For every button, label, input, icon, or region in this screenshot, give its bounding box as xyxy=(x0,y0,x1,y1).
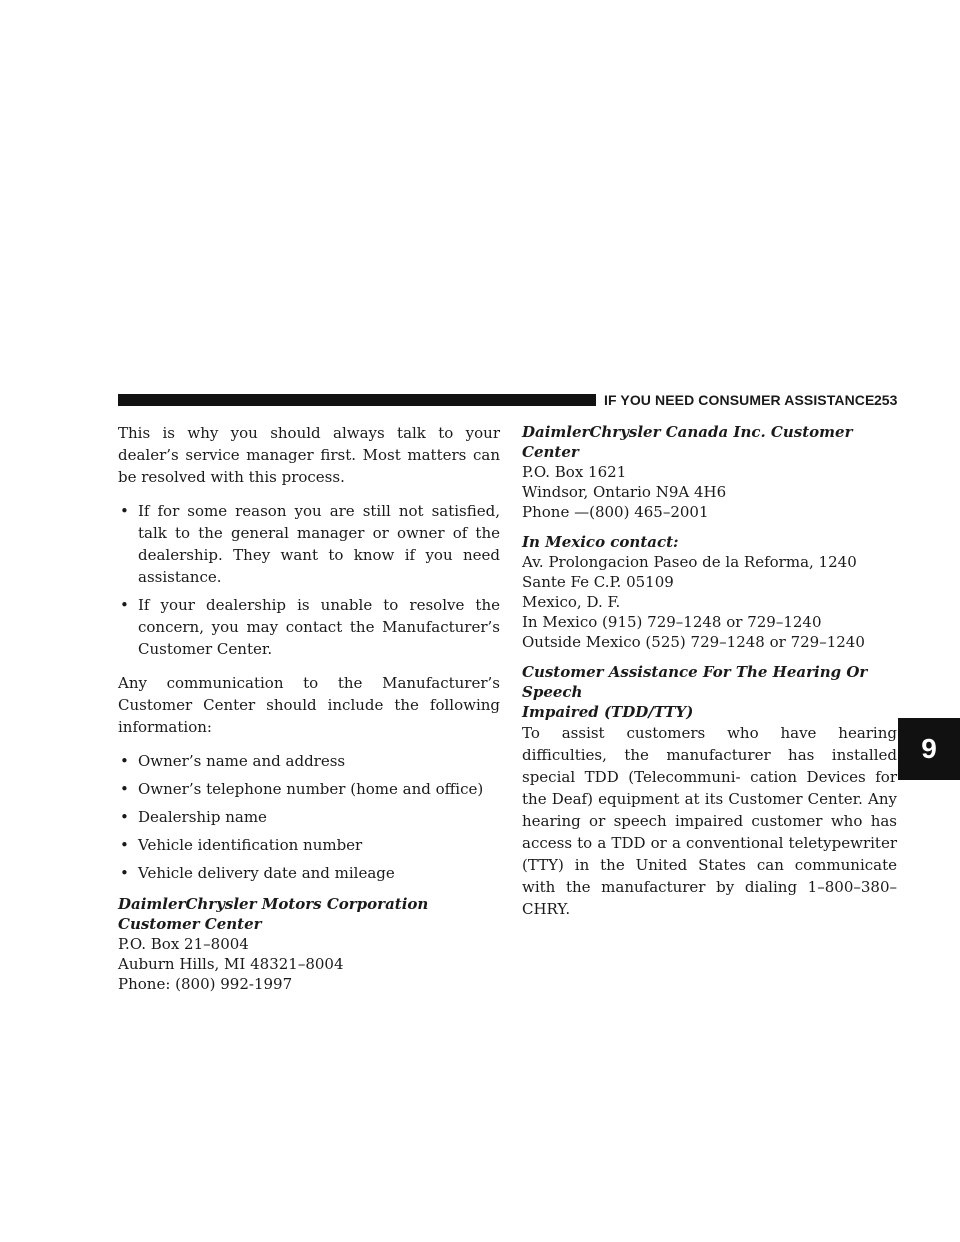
address-line: Mexico, D. F. xyxy=(522,593,621,611)
bullet-icon: • xyxy=(120,864,129,882)
header-rule xyxy=(118,394,596,406)
phone-line: Phone —(800) 465–2001 xyxy=(522,503,709,521)
bullet-icon: • xyxy=(120,836,129,854)
communication-paragraph: Any communication to the Manufacturer’s Customer Center should include the following information: xyxy=(118,674,500,736)
list-item: • Vehicle delivery date and mileage xyxy=(120,864,395,882)
chapter-tab: 9 xyxy=(898,718,960,780)
bullet-icon: • xyxy=(120,752,129,770)
tdd-paragraph: To assist customers who have hearing difficulties, the manufacturer has installed special TDD (Telecommuni- cation Devices for the Deaf) equipment at its Customer Center. Any hearing or speech impaired customer who has access to a TDD or a conventional teletypewriter (TTY) in the United States can communicate with the manufacturer by dialing 1–800–380–CHRY. xyxy=(522,724,897,918)
tdd-heading-line-1: Customer Assistance For The Hearing Or Speech xyxy=(522,663,868,701)
bullet-icon: • xyxy=(120,808,129,826)
page-number: 253 xyxy=(874,392,898,408)
list-item: • Dealership name xyxy=(120,808,267,826)
list-item: • If for some reason you are still not satisfied, talk to the general manager or owner of the dealership. They want to know if you need assistance. xyxy=(120,502,500,586)
us-customer-center xyxy=(118,894,500,994)
address-line: Av. Prolongacion Paseo de la Reforma, 1240 xyxy=(522,553,857,571)
list-item: • If your dealership is unable to resolve the concern, you may contact the Manufacturer’s Customer Center. xyxy=(120,596,500,658)
section-title: IF YOU NEED CONSUMER ASSISTANCE xyxy=(604,392,875,408)
intro-paragraph: This is why you should always talk to your dealer’s service manager first. Most matters can be resolved with this process. xyxy=(118,424,500,486)
us-center-heading: DaimlerChrysler Motors Corporation Customer Center xyxy=(118,895,429,933)
address-line: Windsor, Ontario N9A 4H6 xyxy=(522,483,727,501)
canada-customer-center xyxy=(522,422,897,522)
list-item: • Owner’s name and address xyxy=(120,752,346,770)
tdd-section xyxy=(522,662,897,920)
mexico-contact xyxy=(522,532,897,652)
list-item: • Owner’s telephone number (home and office) xyxy=(120,780,484,798)
address-line: Sante Fe C.P. 05109 xyxy=(522,573,674,591)
address-line: Auburn Hills, MI 48321–8004 xyxy=(118,955,344,973)
mexico-heading: In Mexico contact: xyxy=(522,533,679,551)
canada-center-heading: DaimlerChrysler Canada Inc. Customer Center xyxy=(522,423,853,461)
bullet-icon: • xyxy=(120,502,129,520)
bullet-icon: • xyxy=(120,596,129,614)
left-column xyxy=(118,422,500,994)
escalation-list xyxy=(118,500,500,660)
address-line: P.O. Box 1621 xyxy=(522,463,627,481)
right-column xyxy=(522,422,897,920)
tdd-heading-line-2: Impaired (TDD/TTY) xyxy=(522,703,694,721)
phone-line: In Mexico (915) 729–1248 or 729–1240 xyxy=(522,613,822,631)
information-list xyxy=(118,750,500,884)
list-item: • Vehicle identification number xyxy=(120,836,363,854)
address-line: P.O. Box 21–8004 xyxy=(118,935,249,953)
phone-line: Outside Mexico (525) 729–1248 or 729–1240 xyxy=(522,633,865,651)
phone-line: Phone: (800) 992-1997 xyxy=(118,975,293,993)
bullet-icon: • xyxy=(120,780,129,798)
